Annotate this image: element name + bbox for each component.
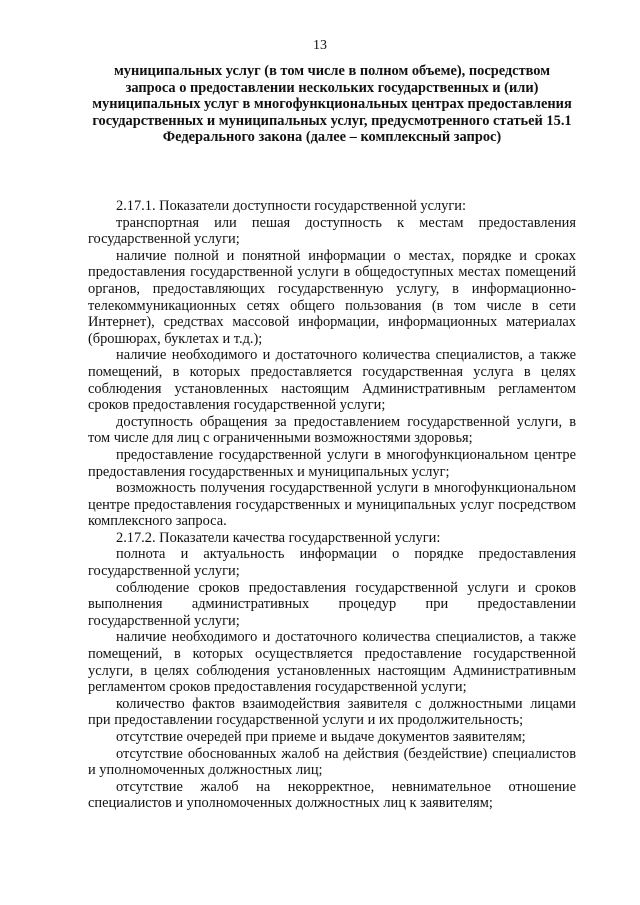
paragraph: транспортная или пешая доступность к местам предоставления государственной услуги; [88, 214, 576, 248]
page-number: 13 [313, 38, 327, 53]
paragraph: количество фактов взаимодействия заявителя с должностными лицами при предоставлении государственной услуги и их продолжительность; [88, 695, 576, 729]
paragraph: полнота и актуальность информации о порядке предоставления государственной услуги; [88, 546, 576, 580]
paragraph: возможность получения государственной услуги в многофункциональном центре предоставления государственных и муниципальных услуг посредством комплексного запроса. [88, 480, 576, 530]
paragraph: наличие полной и понятной информации о местах, порядке и сроках предоставления государственной услуги в общедоступных местах помещений органов, предоставляющих государственную услугу, в информационно-телекоммуникационных сетях общего пользования (в том числе в сети Интернет), средствах массовой информации, информационных материалах (брошюрах, буклетах и т.д.); [88, 247, 576, 347]
paragraph-2-17-2: 2.17.2. Показатели качества государственной услуги: [116, 529, 441, 546]
paragraph: отсутствие очередей при приеме и выдаче документов заявителям; [116, 729, 526, 745]
paragraph: наличие необходимого и достаточного количества специалистов, а также помещений, в которых осуществляется предоставление государственной услуги, в целях соблюдения установленных настоящим Административным регламентом сроков предоставления государственной услуги; [88, 629, 576, 696]
paragraph: наличие необходимого и достаточного количества специалистов, а также помещений, в которых предоставляется государственная услуга в целях соблюдения установленных настоящим Административным регламентом сроков предоставления государственной услуги; [88, 347, 576, 414]
paragraph: отсутствие жалоб на некорректное, невнимательное отношение специалистов и уполномоченных должностных лиц к заявителям; [88, 778, 576, 812]
paragraph: предоставление государственной услуги в многофункциональном центре предоставления государственных и муниципальных услуг; [88, 446, 576, 480]
paragraph: соблюдение сроков предоставления государственной услуги и сроков выполнения административных процедур при предоставлении государственной услуги; [88, 579, 576, 629]
body-text [88, 198, 576, 812]
paragraph: доступность обращения за предоставлением государственной услуги, в том числе для лиц с ограниченными возможностями здоровья; [88, 413, 576, 447]
paragraph-2-17-1: 2.17.1. Показатели доступности государственной услуги: [116, 198, 466, 214]
paragraph: отсутствие обоснованных жалоб на действия (бездействие) специалистов и уполномоченных должностных лиц; [88, 745, 576, 779]
section-heading: муниципальных услуг (в том числе в полном объеме), посредством запроса о предоставлении нескольких государственных и (или) муниципальных услуг в многофункциональных центрах предоставления государственных и муниципальных услуг, предусмотренного статьей 15.1 Федерального закона (далее – комплексный запрос) [92, 63, 572, 145]
